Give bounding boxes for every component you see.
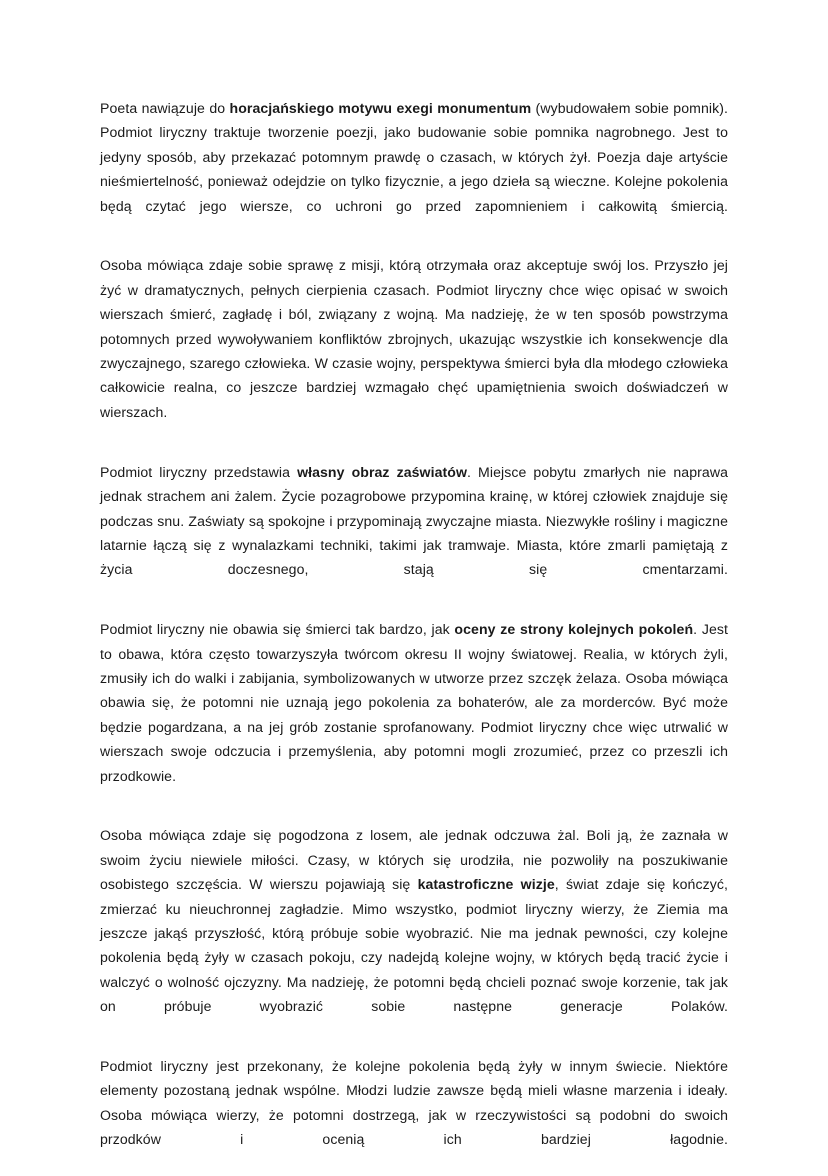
body-text: Poeta nawiązuje do xyxy=(100,100,230,116)
body-text: . Jest to obawa, która często towarzyszyła twórcom okresu II wojny światowej. Realia, w których żyli, zmusiły ich do walki i zabijania, symbolizowanych w utworze przez szczęk żelaza. Osoba mówiąca obawia się, że potomni nie uznają jego pokolenia za bohaterów, ale za morderców. Być może będzie pogardzana, a na jej grób zostanie sprofanowany. Podmiot liryczny chce więc utrwalić w wierszach swoje odczucia i przemyślenia, aby potomni mogli zrozumieć, przez co przeszli ich przodkowie. xyxy=(100,621,728,784)
document-body xyxy=(100,96,728,1176)
body-text: Podmiot liryczny przedstawia xyxy=(100,463,298,480)
body-text: Osoba mówiąca zdaje sobie sprawę z misji, którą otrzymała oraz akceptuje swój los. Przyszło jej żyć w dramatycznych, pełnych cierpienia czasach. Podmiot liryczny chce więc opisać w swoich wierszach śmierć, zagładę i ból, związany z wojną. Ma nadzieję, że w ten sposób powstrzyma potomnych przed wywoływaniem konfliktów zbrojnych, ukazując wszystkie ich konsekwencje dla zwyczajnego, szarego człowieka. W czasie wojny, perspektywa śmierci była dla młodego człowieka całkowicie realna, co jeszcze bardziej wzmagało chęć upamiętnienia swoich doświadczeń w wierszach. xyxy=(100,257,728,420)
body-text: Osoba mówiąca zdaje się pogodzona z losem, ale jednak odczuwa żal. Boli ją, że zaznała w swoim życiu niewiele miłości. Czasy, w których się urodziła, nie pozwoliły na poszukiwanie osobistego szczęścia. W wierszu pojawiają się xyxy=(100,827,728,893)
paragraph xyxy=(100,823,728,1043)
body-text: (wybudowałem sobie pomnik). Podmiot liryczny traktuje tworzenie poezji, jako budowanie sobie pomnika nagrobnego. Jest to jedyny sposób, aby przekazać potomnym prawdę o czasach, w których żył. Poezja daje artyście nieśmiertelność, ponieważ odejdzie on tylko fizycznie, a jego dzieła są wieczne. Kolejne pokolenia będą czytać jego wiersze, co uchroni go przed zapomnieniem i całkowitą śmiercią. xyxy=(100,100,728,214)
paragraph xyxy=(100,253,728,448)
body-text: , świat zdaje się kończyć, zmierzać ku nieuchronnej zagładzie. Mimo wszystko, podmiot liryczny wierzy, że Ziemia ma jeszcze jakąś przyszłość, którą próbuje sobie wyobrazić. Nie ma jednak pewności, czy kolejne pokolenia będą żyły w czasach pokoju, czy nadejdą kolejne wojny, w których będą tracić życie i walczyć o wolność ojczyzny. Ma nadzieję, że potomni będą chcieli poznać swoje korzenie, tak jak on próbuje wyobrazić sobie następne generacje Polaków. xyxy=(100,876,728,1015)
paragraph xyxy=(100,617,728,812)
paragraph xyxy=(100,96,728,242)
body-text: . Miejsce pobytu zmarłych nie naprawa jednak strachem ani żalem. Życie pozagrobowe przypomina krainę, w której człowiek znajduje się podczas snu. Zaświaty są spokojne i przypominają zwyczajne miasta. Niezwykłe rośliny i magiczne latarnie łączą się z wynalazkami techniki, takimi jak tramwaje. Miasta, które zmarli pamiętają z życia doczesnego, stają się cmentarzami. xyxy=(100,463,728,578)
emphasis-text: własny obraz zaświatów xyxy=(297,463,468,480)
paragraph xyxy=(100,460,728,606)
emphasis-text: horacjańskiego motywu exegi monumentum xyxy=(229,100,532,116)
emphasis-text: oceny ze strony kolejnych pokoleń xyxy=(454,621,694,638)
body-text: Podmiot liryczny nie obawia się śmierci tak bardzo, jak xyxy=(100,621,455,638)
body-text: Podmiot liryczny jest przekonany, że kolejne pokolenia będą żyły w innym świecie. Niektóre elementy pozostaną jednak wspólne. Młodzi ludzie zawsze będą mieli własne marzenia i ideały. Osoba mówiąca wierzy, że potomni dostrzegą, jak w rzeczywistości są podobni do swoich przodków i ocenią ich bardziej łagodnie. xyxy=(100,1058,728,1148)
emphasis-text: katastroficzne wizje xyxy=(417,876,555,893)
paragraph xyxy=(100,1054,728,1176)
